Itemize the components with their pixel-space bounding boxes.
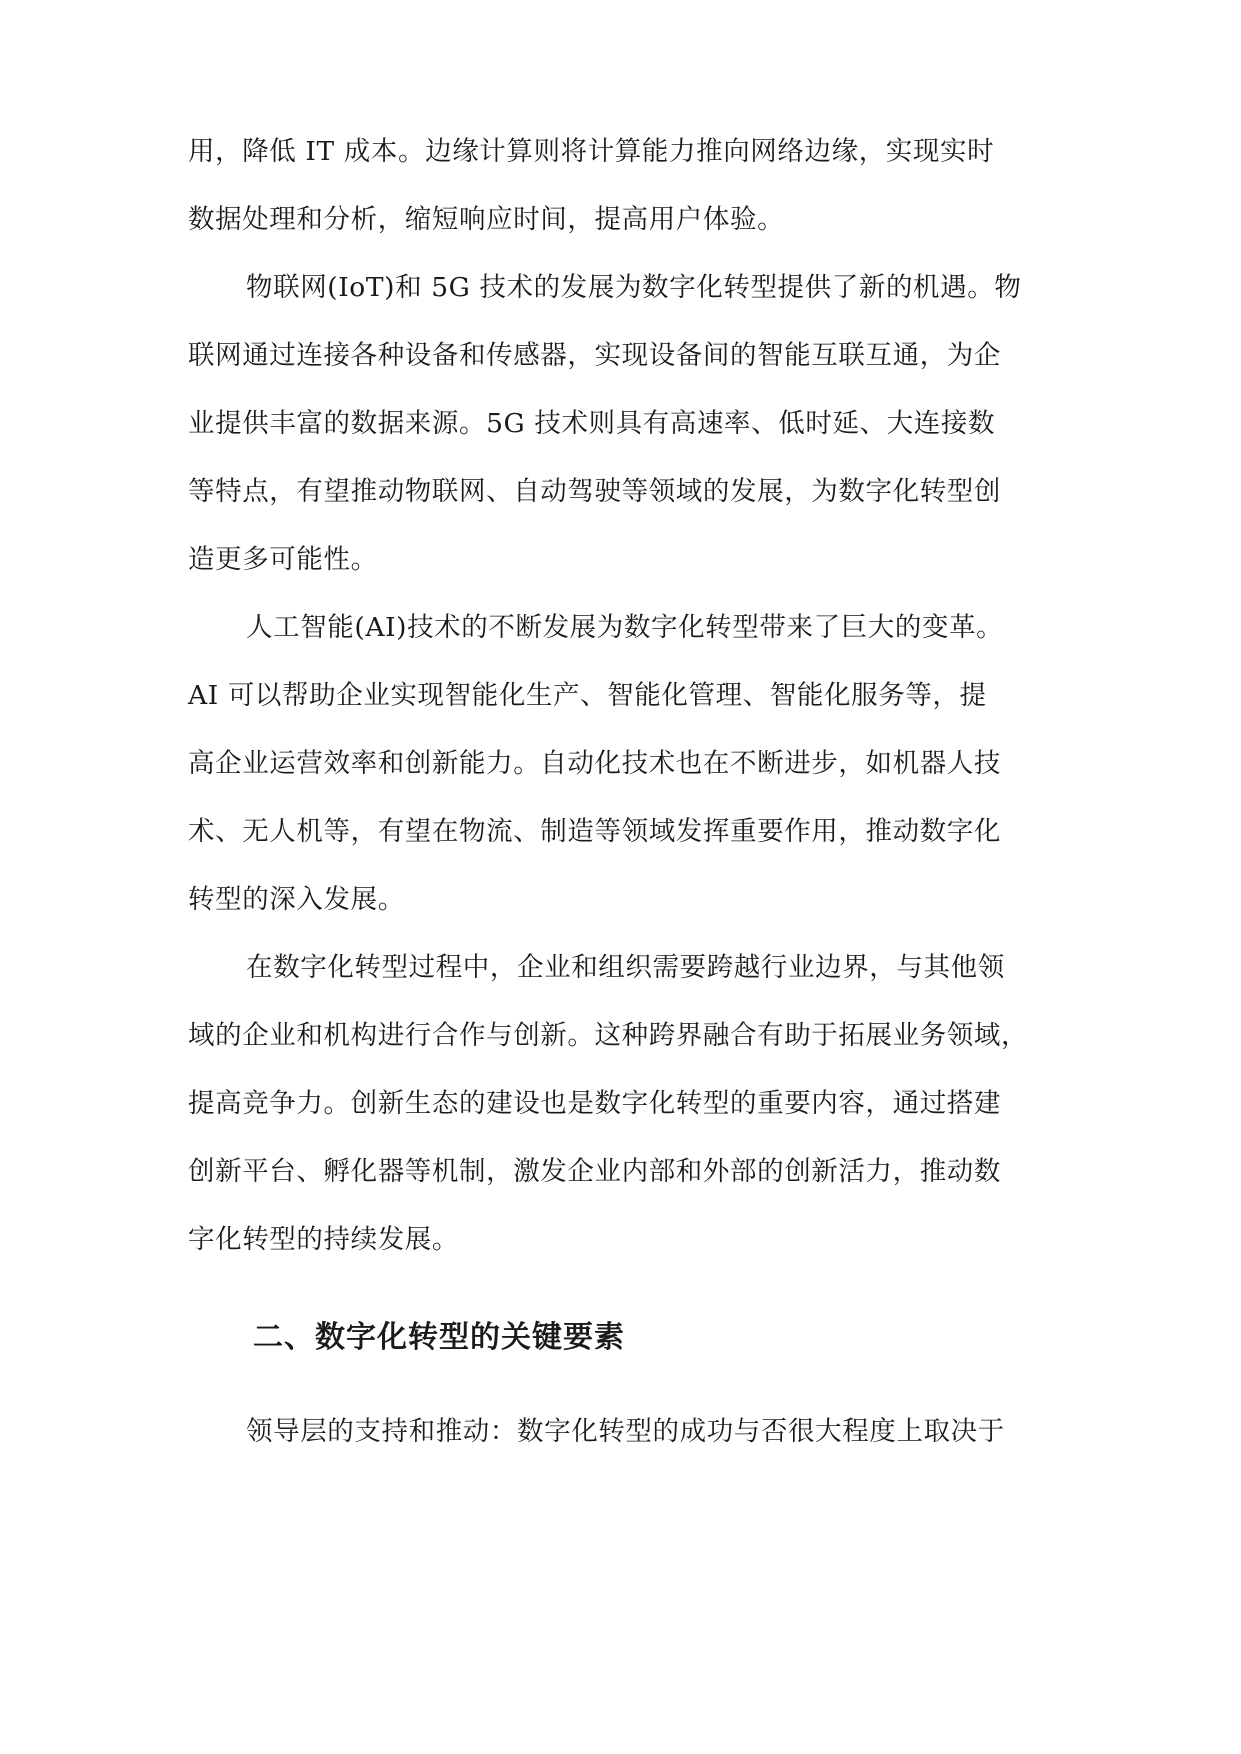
text-line: 等特点，有望推动物联网、自动驾驶等领域的发展，为数字化转型创 (188, 476, 1001, 507)
section-heading: 二、数字化转型的关键要素 (253, 1320, 625, 1355)
text-line: 联网通过连接各种设备和传感器，实现设备间的智能互联互通，为企 (188, 340, 1001, 371)
text-line: 域的企业和机构进行合作与创新。这种跨界融合有助于拓展业务领域， (188, 1020, 1029, 1051)
paragraph-start-line: 人工智能(AI)技术的不断发展为数字化转型带来了巨大的变革。 (246, 612, 1004, 643)
text-line: 数据处理和分析，缩短响应时间，提高用户体验。 (188, 204, 785, 235)
text-line: 业提供丰富的数据来源。5G 技术则具有高速率、低时延、大连接数 (188, 408, 996, 439)
text-line: AI 可以帮助企业实现智能化生产、智能化管理、智能化服务等，提 (188, 680, 987, 711)
text-line: 造更多可能性。 (188, 544, 378, 575)
text-line: 术、无人机等，有望在物流、制造等领域发挥重要作用，推动数字化 (188, 816, 1001, 847)
paragraph-start-line: 领导层的支持和推动：数字化转型的成功与否很大程度上取决于 (246, 1416, 1005, 1447)
text-line: 字化转型的持续发展。 (188, 1224, 459, 1255)
text-line: 用，降低 IT 成本。边缘计算则将计算能力推向网络边缘，实现实时 (188, 136, 995, 167)
paragraph-start-line: 在数字化转型过程中，企业和组织需要跨越行业边界，与其他领 (246, 952, 1005, 983)
text-line: 提高竞争力。创新生态的建设也是数字化转型的重要内容，通过搭建 (188, 1088, 1001, 1119)
text-line: 高企业运营效率和创新能力。自动化技术也在不断进步，如机器人技 (188, 748, 1001, 779)
text-line: 转型的深入发展。 (188, 884, 405, 915)
paragraph-start-line: 物联网(IoT)和 5G 技术的发展为数字化转型提供了新的机遇。物 (246, 272, 1022, 303)
text-line: 创新平台、孵化器等机制，激发企业内部和外部的创新活力，推动数 (188, 1156, 1001, 1187)
